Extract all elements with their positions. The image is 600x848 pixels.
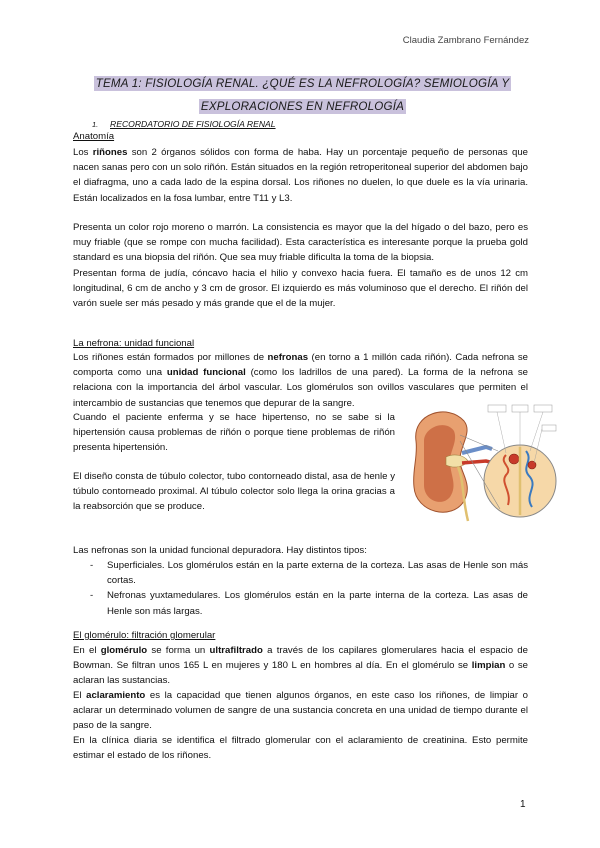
paragraph-glomerulo-1: En el glomérulo se forma un ultrafiltrado a través de los capilares glomerulares hacia el espacio de Bowman. Se filtran unos 165 L en mujeres y 180 L en hombres al día. En el glomérulo se limpian o se aclaran las sustancias. — [73, 645, 528, 687]
list-dash: - — [90, 590, 94, 602]
paragraph-anatomia-3: Presentan forma de judía, cóncavo hacia el hilio y convexo hacia fuera. El tamaño es de unos 12 cm longitudinal, 6 cm de ancho y 3 cm de grosor. El izquierdo es más voluminoso que el derecho. El riñón del varón suele ser más pesado y más grande que el de la mujer. — [73, 268, 528, 310]
glomerulus-2 — [528, 461, 536, 469]
heading-glomerulo: El glomérulo: filtración glomerular — [73, 630, 216, 641]
paragraph-glomerulo-2: El aclaramiento es la capacidad que tienen algunos órganos, en este caso los riñones, de limpiar o aclarar un determinado volumen de sangre de una sustancia concreta en una unidad de tiempo durante el paso de la sangre. — [73, 690, 528, 732]
figure-label-box — [488, 405, 506, 412]
glomerulus — [509, 454, 519, 464]
paragraph-anatomia-2: Presenta un color rojo moreno o marrón. La consistencia es mayor que la del hígado o del bazo, pero es muy friable (que se rompe con mucha facilidad). Esta característica es interesante porque la prueba gold standard es una biopsia del riñón. Que sea muy friable dificulta la toma de la biopsia. — [73, 222, 528, 264]
paragraph-nefrona-1: Los riñones están formados por millones de nefronas (en torno a 1 millón cada riñón). Cada nefrona se comporta como una unidad funcional (como los ladrillos de una pared). La forma de la nefrona se relaciona con la importancia del árbol vascular. Los glomérulos son ovillos vasculares que permiten el intercambio de sustancias que tenemos que depurar de la sangre. — [73, 352, 528, 409]
paragraph-nefrona-3: El diseño consta de túbulo colector, tubo contorneado distal, asa de henle y túbulo contorneado proximal. Al túbulo colector solo llega la orina gracias a la reabsorción que se produce. — [73, 471, 395, 513]
page-number: 1 — [520, 799, 526, 810]
document-title: TEMA 1: FISIOLOGÍA RENAL. ¿QUÉ ES LA NEFROLOGÍA? SEMIOLOGÍA Y EXPLORACIONES EN NEFROLOGÍA — [95, 77, 510, 113]
list-item: - Nefronas yuxtamedulares. Los glomérulos están en la parte interna de la corteza. Las asas de Henle son más largas. — [90, 590, 528, 617]
paragraph-glomerulo-3: En la clínica diaria se identifica el filtrado glomerular con el aclaramiento de creatinina. Esto permite estimar el estado de los riñones. — [73, 735, 528, 762]
kidney-nephron-illustration — [402, 401, 559, 525]
paragraph-nefrona-2: Cuando el paciente enferma y se hace hipertenso, no se sabe si la hipertensión causa problemas de riñón o porque tiene problemas de riñón presenta hipertensión. — [73, 412, 395, 454]
heading-anatomia: Anatomía — [73, 131, 115, 142]
heading-nefrona: La nefrona: unidad funcional — [73, 338, 195, 349]
document-title-block — [85, 72, 520, 118]
figure-label-box — [512, 405, 528, 412]
list-dash: - — [90, 560, 94, 571]
section-title: RECORDATORIO DE FISIOLOGÍA RENAL — [110, 119, 276, 129]
section-number: 1. — [92, 120, 99, 129]
author-name: Claudia Zambrano Fernández — [402, 35, 529, 46]
figure-label-box — [534, 405, 552, 412]
nephron-types-list — [73, 558, 528, 619]
paragraph-nefrona-4: Las nefronas son la unidad funcional depuradora. Hay distintos tipos: — [73, 545, 367, 556]
figure-label-box — [542, 425, 556, 431]
list-item: - Superficiales. Los glomérulos están en la parte externa de la corteza. Las asas de Henle son más cortas. — [90, 560, 528, 587]
paragraph-anatomia-1: Los riñones son 2 órganos sólidos con forma de haba. Hay un porcentaje pequeño de personas que nacen sanas pero con un solo riñón. Están situados en la región retroperitoneal superior del abdomen bajo el diafragma, uno a cada lado de la espina dorsal. Los riñones no duelen, lo que duele es la vía urinaria. Están localizados en la fosa lumbar, entre T11 y L3. — [73, 147, 528, 204]
